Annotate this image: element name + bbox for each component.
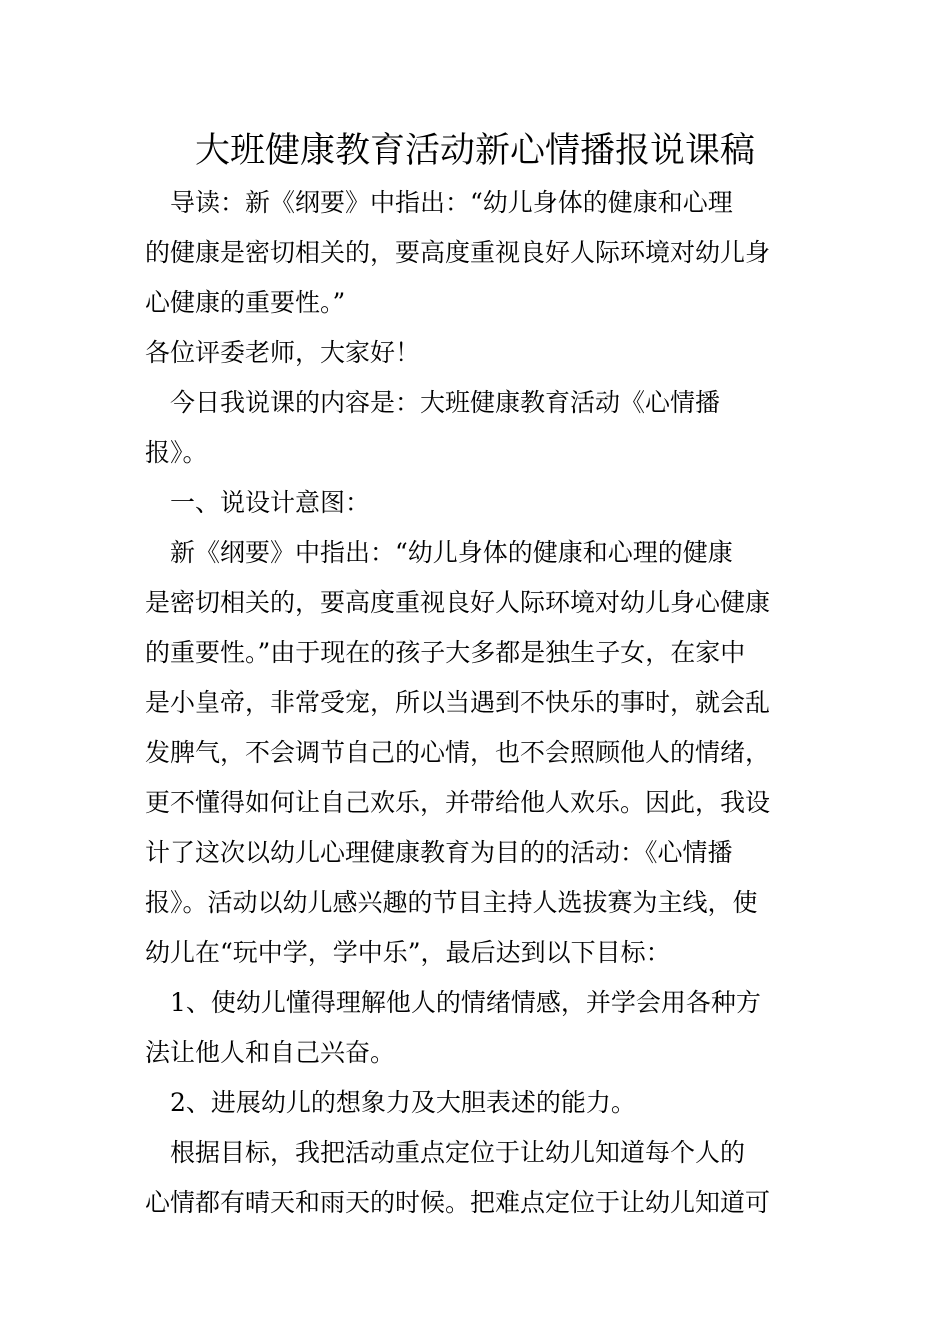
body-line: 2、进展幼儿的想象力及大胆表述的能力。 bbox=[145, 1088, 636, 1117]
body-line: 新《纲要》中指出：“幼儿身体的健康和心理的健康 bbox=[145, 538, 733, 567]
body-line: 幼儿在“玩中学，学中乐”，最后达到以下目标： bbox=[145, 938, 671, 967]
body-line: 计了这次以幼儿心理健康教育为目的的活动：《心情播 bbox=[145, 838, 733, 867]
body-line: 各位评委老师，大家好！ bbox=[145, 338, 421, 367]
document-body bbox=[145, 178, 805, 1228]
body-line: 1、使幼儿懂得理解他人的情绪情感，并学会用各种方 bbox=[145, 988, 761, 1017]
body-line: 报》。活动以幼儿感兴趣的节目主持人选拔赛为主线，使 bbox=[145, 888, 758, 917]
body-line: 法让他人和自己兴奋。 bbox=[145, 1038, 396, 1067]
body-line: 心情都有晴天和雨天的时候。把难点定位于让幼儿知道可 bbox=[145, 1188, 771, 1217]
body-line: 发脾气，不会调节自己的心情，也不会照顾他人的情绪， bbox=[145, 738, 771, 767]
body-line: 是小皇帝，非常受宠，所以当遇到不快乐的事时，就会乱 bbox=[145, 688, 771, 717]
body-line: 心健康的重要性。” bbox=[145, 288, 346, 317]
body-line: 今日我说课的内容是：大班健康教育活动《心情播 bbox=[145, 388, 721, 417]
body-line: 的健康是密切相关的，要高度重视良好人际环境对幼儿身 bbox=[145, 238, 771, 267]
body-line: 一、说设计意图： bbox=[145, 488, 371, 517]
body-line: 根据目标，我把活动重点定位于让幼儿知道每个人的 bbox=[145, 1138, 746, 1167]
body-line: 是密切相关的，要高度重视良好人际环境对幼儿身心健康 bbox=[145, 588, 771, 617]
body-line: 报》。 bbox=[145, 438, 208, 467]
body-line: 的重要性。”由于现在的孩子大多都是独生子女，在家中 bbox=[145, 638, 746, 667]
body-line: 导读：新《纲要》中指出：“幼儿身体的健康和心理 bbox=[145, 188, 733, 217]
document-title: 大班健康教育活动新心情播报说课稿 bbox=[194, 131, 755, 171]
body-line: 更不懂得如何让自己欢乐，并带给他人欢乐。因此，我设 bbox=[145, 788, 771, 817]
